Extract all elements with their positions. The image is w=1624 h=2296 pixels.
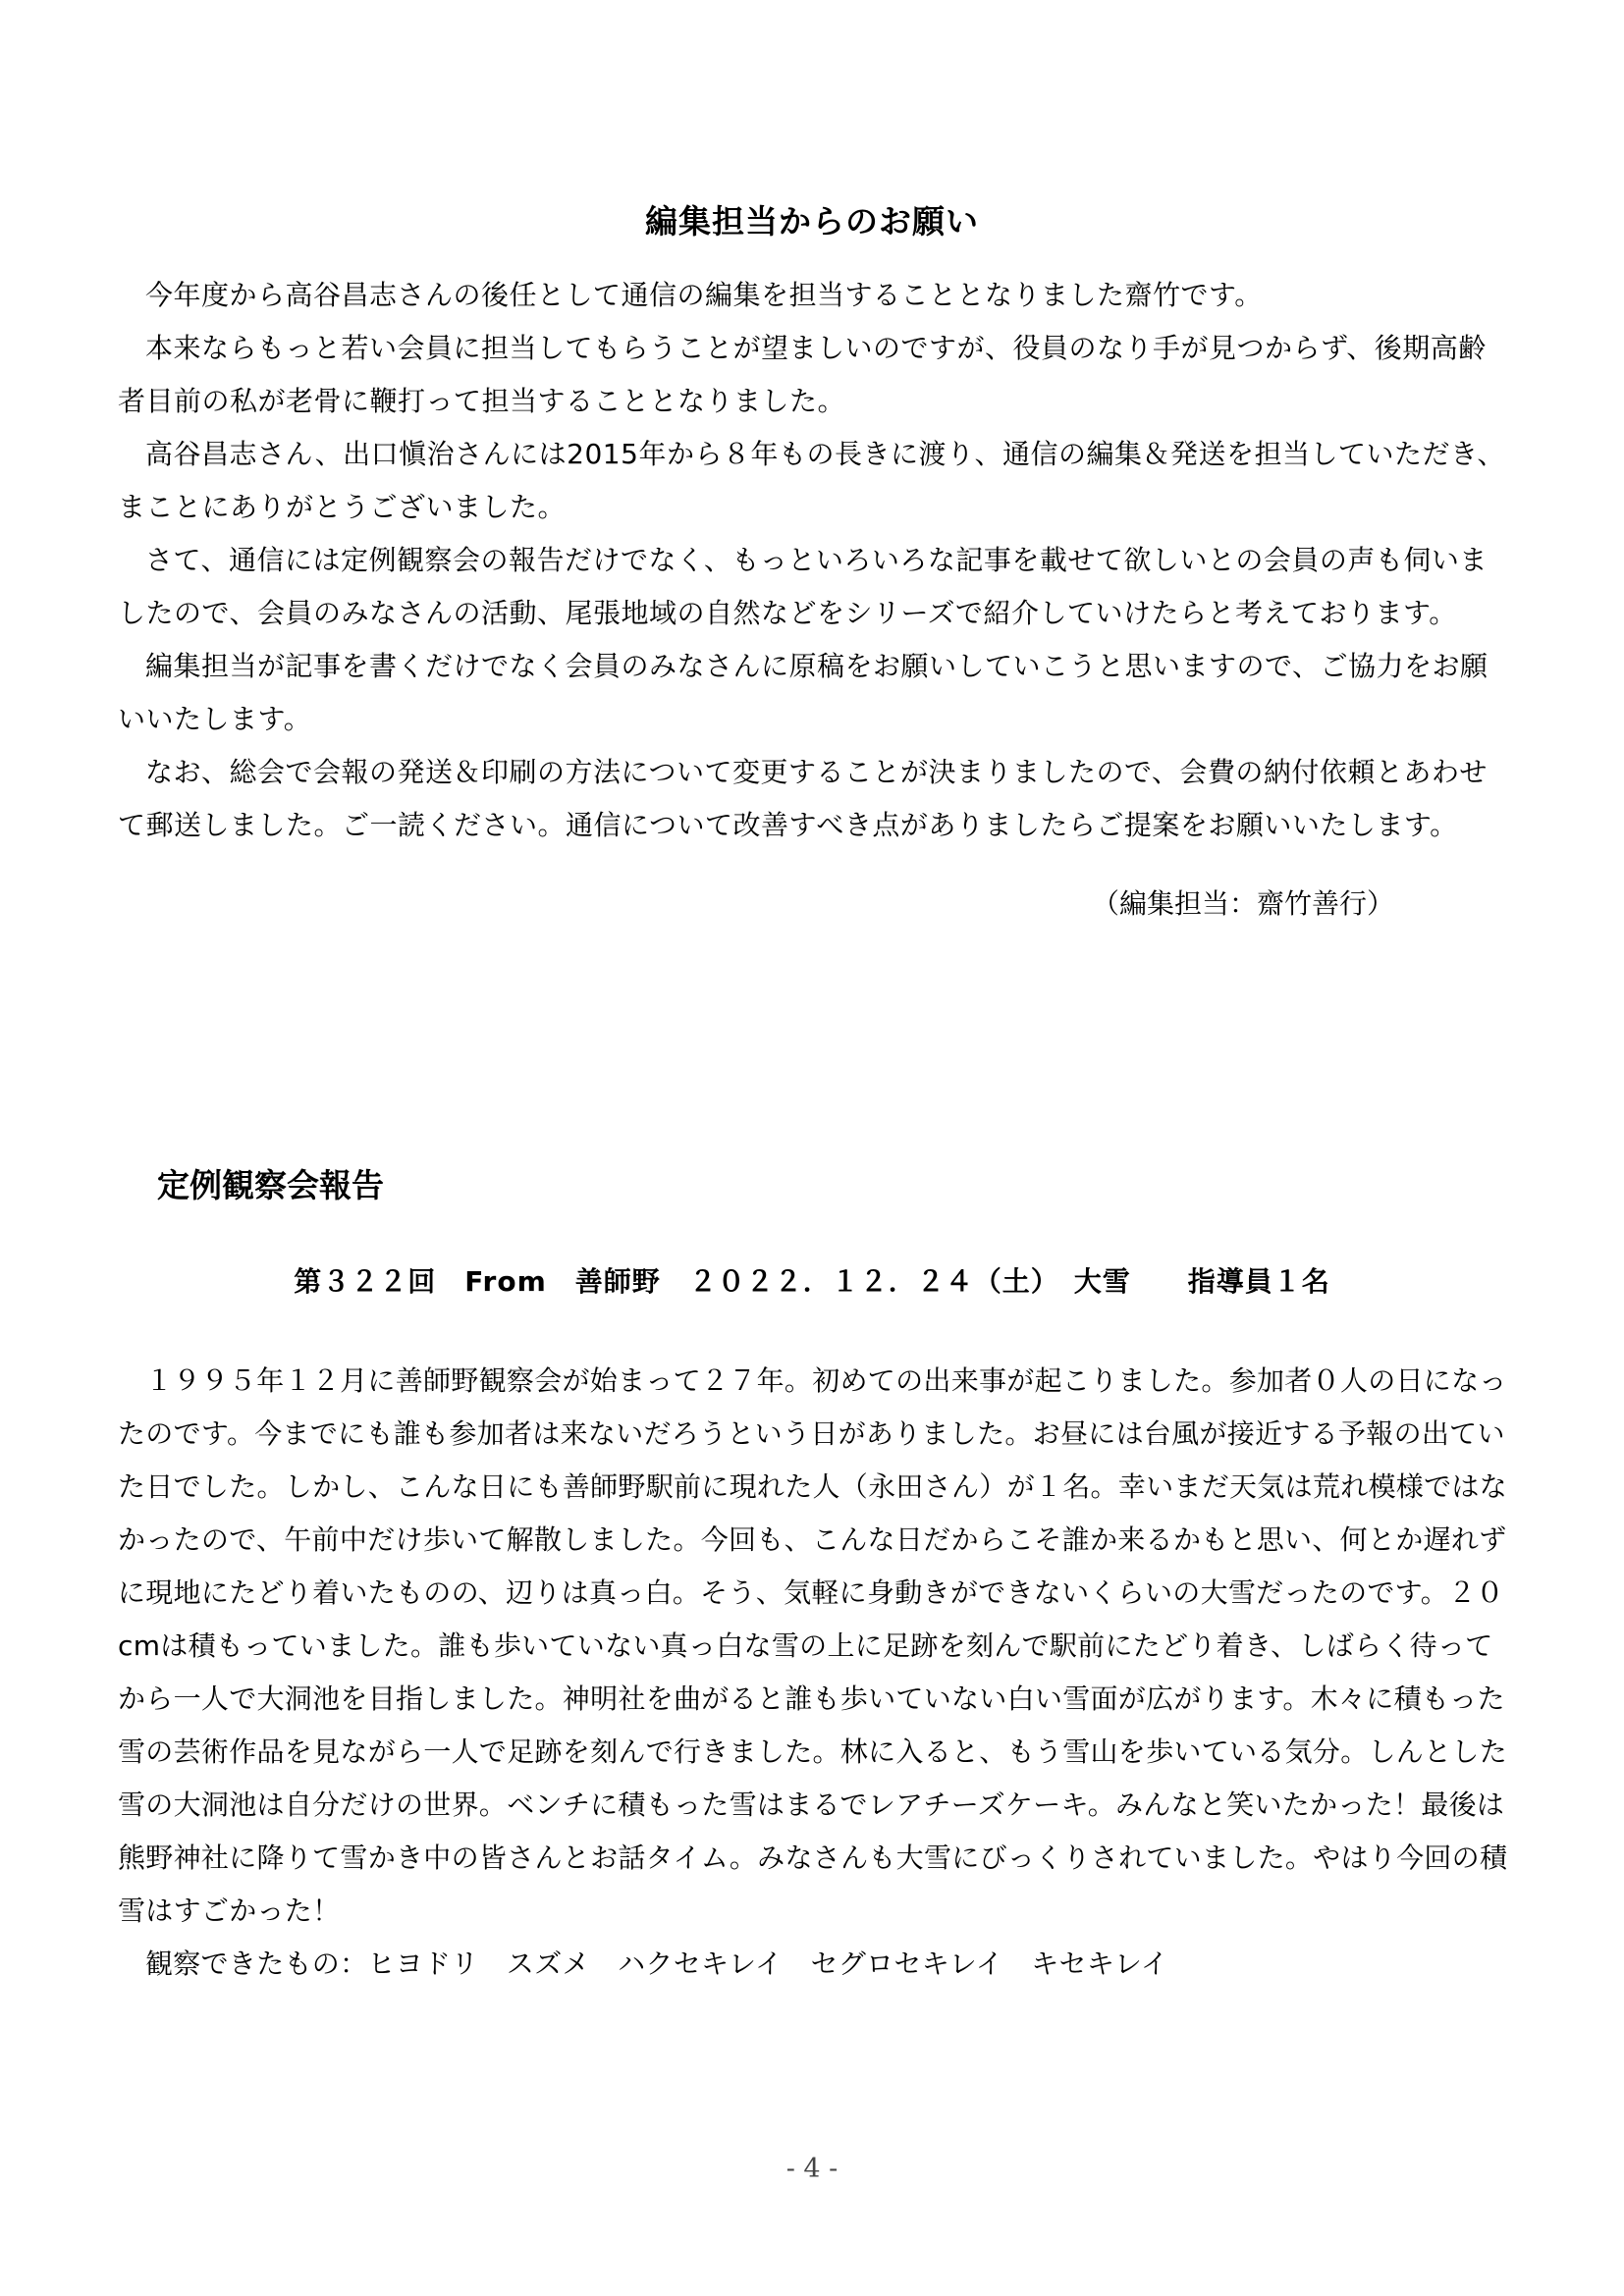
report-section-title: 定例観察会報告 bbox=[157, 1166, 384, 1204]
editor-notice-title: 編集担当からのお願い bbox=[645, 202, 979, 240]
editor-notice-paragraph: さて、通信には定例観察会の報告だけでなく、もっといろいろな記事を載せて欲しいとの会員の声も伺いましたので、会員のみなさんの活動、尾張地域の自然などをシリーズで紹介していけたらと考えております。 bbox=[118, 544, 1488, 629]
editor-notice-body bbox=[118, 269, 1512, 852]
report-paragraph: １９９５年１２月に善師野観察会が始まって２７年。初めての出来事が起こりました。参加者０人の日になったのです。今までにも誰も参加者は来ないだろうという日がありました。お昼には台風が接近する予報の出ていた日でした。しかし、こんな日にも善師野駅前に現れた人（永田さん）が１名。幸いまだ天気は荒れ模様ではなかったので、午前中だけ歩いて解散しました。今回も、こんな日だからこそ誰か来るかもと思い、何とか遅れずに現地にたどり着いたものの、辺りは真っ白。そう、気軽に身動きができないくらいの大雪だったのです。２０cmは積もっていました。誰も歩いていない真っ白な雪の上に足跡を刻んで駅前にたどり着き、しばらく待ってから一人で大洞池を目指しました。神明社を曲がると誰も歩いていない白い雪面が広がります。木々に積もった雪の芸術作品を見ながら一人で足跡を刻んで行きました。林に入ると、もう雪山を歩いている気分。しんとした雪の大洞池は自分だけの世界。ベンチに積もった雪はまるでレアチーズケーキ。みんなと笑いたかった！最後は熊野神社に降りて雪かき中の皆さんとお話タイム。みなさんも大雪にびっくりされていました。やはり今回の積雪はすごかった！ bbox=[118, 1364, 1508, 1927]
editor-notice-paragraph: 本来ならもっと若い会員に担当してもらうことが望ましいのですが、役員のなり手が見つからず、後期高齢者目前の私が老骨に鞭打って担当することとなりました。 bbox=[118, 332, 1487, 417]
report-header: 第３２２回 From 善師野 ２０２２．１２．２４（土） 大雪 指導員１名 bbox=[294, 1265, 1330, 1298]
editor-notice-paragraph: 編集担当が記事を書くだけでなく会員のみなさんに原稿をお願いしていこうと思いますので、ご協力をお願いいたします。 bbox=[118, 650, 1489, 735]
editor-notice-paragraph: 高谷昌志さん、出口愼治さんには2015年から８年もの長きに渡り、通信の編集＆発送を担当していただき、まことにありがとうございました。 bbox=[118, 438, 1505, 523]
observed-species: 観察できたもの：ヒヨドリ スズメ ハクセキレイ セグロセキレイ キセキレイ bbox=[145, 1948, 1169, 1980]
editor-notice-paragraph: 今年度から高谷昌志さんの後任として通信の編集を担当することとなりました齋竹です。 bbox=[145, 279, 1263, 311]
editor-signature: （編集担当：齋竹善行） bbox=[1091, 887, 1394, 920]
report-body bbox=[118, 1355, 1512, 1991]
editor-notice-paragraph: なお、総会で会報の発送＆印刷の方法について変更することが決まりましたので、会費の納付依頼とあわせて郵送しました。ご一読ください。通信について改善すべき点がありましたらご提案をお願いいたします。 bbox=[118, 756, 1488, 841]
page-number: - 4 - bbox=[785, 2154, 839, 2184]
